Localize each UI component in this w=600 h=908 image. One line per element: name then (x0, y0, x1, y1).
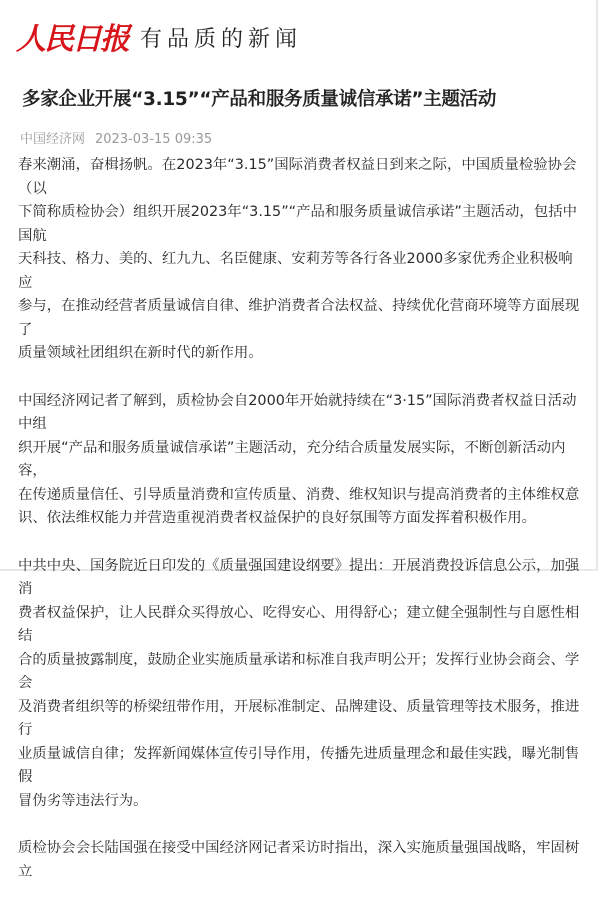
paragraph-line: 质检协会会长陆国强在接受中国经济网记者采访时指出，深入实施质量强国战略，牢固树立 (18, 840, 580, 880)
paragraph-line: 及消费者组织等的桥梁纽带作用，开展标准制定、品牌建设、质量管理等技术服务，推进行 (18, 698, 580, 738)
article-paragraph (18, 555, 584, 814)
paragraph-line: 中共中央、国务院近日印发的《质量强国建设纲要》提出：开展消费投诉信息公示，加强消 (18, 557, 580, 597)
article-paragraph (18, 154, 584, 366)
paragraph-line: 参与，在推动经营者质量诚信自律、维护消费者合法权益、持续优化营商环境等方面展现了 (18, 298, 580, 338)
article-body (18, 154, 584, 908)
paragraph-line: 冒伪劣等违法行为。 (18, 792, 148, 809)
article-datetime: 2023-03-15 09:35 (95, 132, 213, 147)
people-daily-logo[interactable]: 人民日报 (16, 22, 128, 57)
article-source[interactable]: 中国经济网 (20, 132, 86, 147)
paragraph-line: 识、依法维权能力并营造重视消费者权益保护的良好氛围等方面发挥着积极作用。 (18, 510, 537, 526)
paragraph-line: 天科技、格力、美的、红九九、名臣健康、安莉芳等各行各业2000多家优秀企业积极响应 (18, 251, 573, 291)
paragraph-line: 织开展“产品和服务质量诚信承诺”主题活动，充分结合质量发展实际，不断创新活动内容， (18, 439, 566, 479)
article-paragraph (18, 390, 584, 531)
article-paragraph (18, 837, 584, 884)
paragraph-line: 中国经济网记者了解到，质检协会自2000年开始就持续在“3·15”国际消费者权益日活动中组 (18, 392, 577, 432)
article-meta (20, 128, 212, 147)
paragraph-line: 下简称质检协会）组织开展2023年“3.15”“产品和服务质量诚信承诺”主题活动，包括中国航 (18, 204, 577, 244)
paragraph-line: 业质量诚信自律；发挥新闻媒体宣传引导作用，传播先进质量理念和最佳实践，曝光制售假 (18, 745, 580, 785)
paragraph-line: 在传递质量信任、引导质量消费和宣传质量、消费、维权知识与提高消费者的主体维权意 (18, 486, 580, 503)
paragraph-line: 合的质量披露制度，鼓励企业实施质量承诺和标准自我声明公开；发挥行业协会商会、学会 (18, 651, 580, 691)
paragraph-line: 春来潮涌，奋楫扬帆。在2023年“3.15”国际消费者权益日到来之际，中国质量检验协会（以 (18, 157, 577, 197)
article-title: 多家企业开展“3.15”“产品和服务质量诚信承诺”主题活动 (22, 89, 497, 110)
header-tagline: 有品质的新闻 (140, 27, 303, 52)
paragraph-line: 费者权益保护，让人民群众买得放心、吃得安心、用得舒心；建立健全强制性与自愿性相结 (18, 604, 580, 644)
paragraph-line: 质量领域社团组织在新时代的新作用。 (18, 345, 263, 361)
